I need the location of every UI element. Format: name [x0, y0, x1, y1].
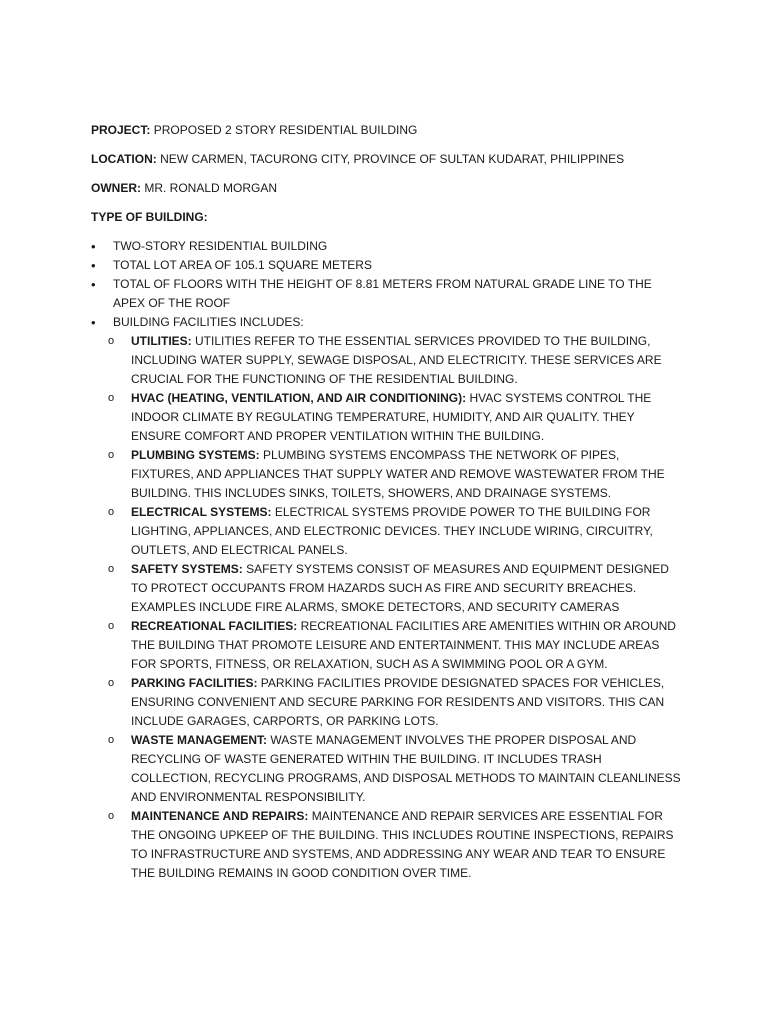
owner-line — [91, 179, 681, 198]
facility-text: ELECTRICAL SYSTEMS PROVIDE POWER TO THE BUILDING FOR LIGHTING, APPLIANCES, AND ELECTRONIC DEVICES. THEY INCLUDE WIRING, CIRCUITRY, OUTLETS, AND ELECTRICAL PANELS. — [131, 505, 653, 557]
location-line — [91, 150, 681, 169]
bullet-item-height — [91, 275, 681, 313]
facility-label: PARKING FACILITIES: — [131, 676, 258, 690]
facility-text: UTILITIES REFER TO THE ESSENTIAL SERVICES PROVIDED TO THE BUILDING, INCLUDING WATER SUPPLY, SEWAGE DISPOSAL, AND ELECTRICITY. THESE SERVICES ARE CRUCIAL FOR THE FUNCTIONING OF THE RESIDENTIAL BUILDING. — [131, 334, 662, 386]
facility-text: PARKING FACILITIES PROVIDE DESIGNATED SPACES FOR VEHICLES, ENSURING CONVENIENT AND SECURE PARKING FOR RESIDENTS AND VISITORS. THIS CAN INCLUDE GARAGES, CARPORTS, OR PARKING LOTS. — [131, 676, 665, 728]
location-label: LOCATION: — [91, 152, 157, 166]
facility-item-hvac — [113, 389, 681, 446]
project-value: PROPOSED 2 STORY RESIDENTIAL BUILDING — [153, 123, 418, 137]
type-of-building-label: TYPE OF BUILDING: — [91, 210, 208, 224]
facility-item-electrical — [113, 503, 681, 560]
type-of-building-line — [91, 208, 681, 227]
project-label: PROJECT: — [91, 123, 151, 137]
facility-item-waste — [113, 731, 681, 807]
bullet-text: TWO-STORY RESIDENTIAL BUILDING — [113, 239, 328, 253]
facility-item-maintenance — [113, 807, 681, 883]
facility-text: PLUMBING SYSTEMS ENCOMPASS THE NETWORK OF PIPES, FIXTURES, AND APPLIANCES THAT SUPPLY WATER AND REMOVE WASTEWATER FROM THE BUILDING. THIS INCLUDES SINKS, TOILETS, SHOWERS, AND DRAINAGE SYSTEMS. — [131, 448, 665, 500]
bullet-text: TOTAL LOT AREA OF 105.1 SQUARE METERS — [113, 258, 372, 272]
facility-text: RECREATIONAL FACILITIES ARE AMENITIES WITHIN OR AROUND THE BUILDING THAT PROMOTE LEISURE AND ENTERTAINMENT. THIS MAY INCLUDE AREAS FOR SPORTS, FITNESS, OR RELAXATION, SUCH AS A SWIMMING POOL OR A GYM. — [131, 619, 676, 671]
document-page — [91, 121, 681, 883]
facility-item-utilities — [113, 332, 681, 389]
facility-label: RECREATIONAL FACILITIES: — [131, 619, 298, 633]
owner-value: MR. RONALD MORGAN — [144, 181, 278, 195]
facility-label: SAFETY SYSTEMS: — [131, 562, 243, 576]
bullet-text: TOTAL OF FLOORS WITH THE HEIGHT OF 8.81 METERS FROM NATURAL GRADE LINE TO THE APEX OF THE ROOF — [113, 277, 652, 310]
facility-text: WASTE MANAGEMENT INVOLVES THE PROPER DISPOSAL AND RECYCLING OF WASTE GENERATED WITHIN THE BUILDING. IT INCLUDES TRASH COLLECTION, RECYCLING PROGRAMS, AND DISPOSAL METHODS TO MAINTAIN CLEANLINESS AND ENVIRONMENTAL RESPONSIBILITY. — [131, 733, 681, 804]
bullet-item-stories — [91, 237, 681, 256]
facility-item-plumbing — [113, 446, 681, 503]
facility-label: UTILITIES: — [131, 334, 192, 348]
facility-item-safety — [113, 560, 681, 617]
facility-item-parking — [113, 674, 681, 731]
facility-label: HVAC (HEATING, VENTILATION, AND AIR CONDITIONING): — [131, 391, 467, 405]
facility-label: ELECTRICAL SYSTEMS: — [131, 505, 272, 519]
facility-text: MAINTENANCE AND REPAIR SERVICES ARE ESSENTIAL FOR THE ONGOING UPKEEP OF THE BUILDING. THIS INCLUDES ROUTINE INSPECTIONS, REPAIRS TO INFRASTRUCTURE AND SYSTEMS, AND ADDRESSING ANY WEAR AND TEAR TO ENSURE THE BUILDING REMAINS IN GOOD CONDITION OVER TIME. — [131, 809, 674, 880]
location-value: NEW CARMEN, TACURONG CITY, PROVINCE OF SULTAN KUDARAT, PHILIPPINES — [160, 152, 625, 166]
bullet-item-facilities — [91, 313, 681, 883]
owner-label: OWNER: — [91, 181, 141, 195]
bullet-item-lot-area — [91, 256, 681, 275]
building-bullet-list — [91, 237, 681, 883]
project-line — [91, 121, 681, 140]
facility-label: PLUMBING SYSTEMS: — [131, 448, 260, 462]
facility-label: WASTE MANAGEMENT: — [131, 733, 267, 747]
facility-item-recreational — [113, 617, 681, 674]
facilities-sub-list — [113, 332, 681, 883]
facility-text: SAFETY SYSTEMS CONSIST OF MEASURES AND EQUIPMENT DESIGNED TO PROTECT OCCUPANTS FROM HAZARDS SUCH AS FIRE AND SECURITY BREACHES. EXAMPLES INCLUDE FIRE ALARMS, SMOKE DETECTORS, AND SECURITY CAMERAS — [131, 562, 669, 614]
facility-text: HVAC SYSTEMS CONTROL THE INDOOR CLIMATE BY REGULATING TEMPERATURE, HUMIDITY, AND AIR QUALITY. THEY ENSURE COMFORT AND PROPER VENTILATION WITHIN THE BUILDING. — [131, 391, 652, 443]
bullet-text: BUILDING FACILITIES INCLUDES: — [113, 315, 304, 329]
facility-label: MAINTENANCE AND REPAIRS: — [131, 809, 309, 823]
